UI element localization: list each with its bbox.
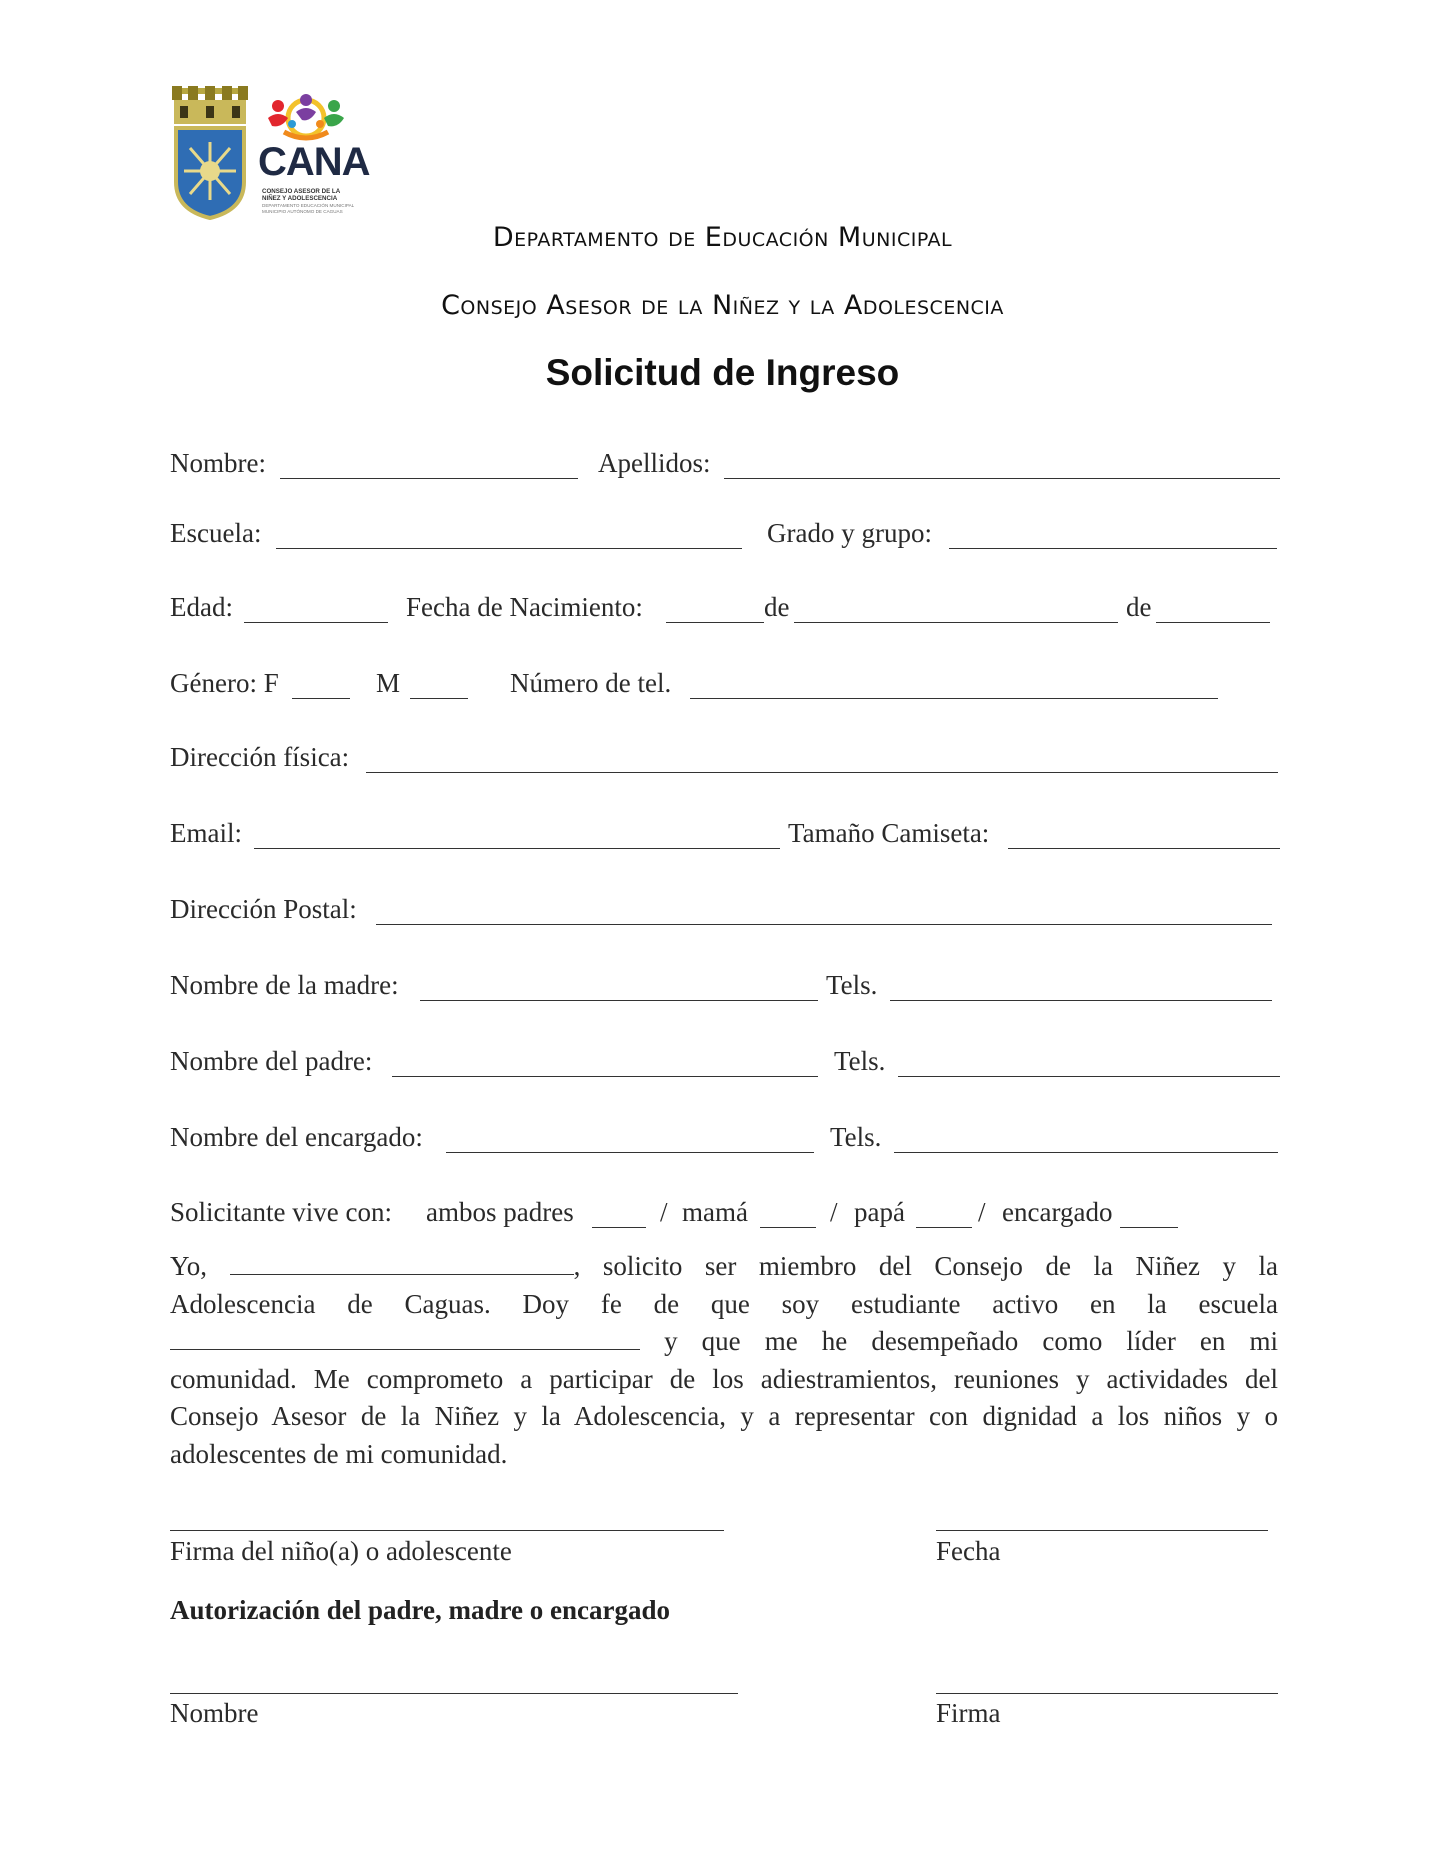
label-de-2: de <box>1126 592 1152 622</box>
separator: / <box>660 1197 668 1227</box>
declaration-line: comunidad. Me comprometo a participar de los adiestramientos, reuniones y actividades del <box>170 1363 1278 1394</box>
row-madre <box>170 970 1280 1010</box>
fecha-line[interactable] <box>936 1530 1268 1531</box>
nombre-field[interactable] <box>280 478 578 479</box>
declarant-name-field[interactable] <box>230 1250 574 1275</box>
encargado-option-field[interactable] <box>1120 1227 1178 1228</box>
label-encargado: Nombre del encargado: <box>170 1122 423 1152</box>
cana-people-icon <box>258 92 354 144</box>
escuela-field[interactable] <box>276 548 742 549</box>
declaration-text: , solicito ser miembro del Consejo de la Niñez y la <box>573 1251 1278 1281</box>
page-title: Solicitud de Ingreso <box>545 352 900 393</box>
ano-field[interactable] <box>1156 622 1270 623</box>
cana-subtitle: CONSEJO ASESOR DE LA NIÑEZ Y ADOLESCENCIA <box>262 188 340 202</box>
encargado-tels-field[interactable] <box>894 1152 1278 1153</box>
label-direccion-fisica: Dirección física: <box>170 742 350 772</box>
label-ambos-padres: ambos padres <box>426 1197 574 1227</box>
padre-tels-field[interactable] <box>898 1076 1280 1077</box>
email-field[interactable] <box>254 848 780 849</box>
firma-autorizacion-line[interactable] <box>936 1693 1278 1694</box>
label-genero-m: M <box>376 668 401 698</box>
declaration-text: Yo, <box>170 1251 208 1281</box>
edad-field[interactable] <box>244 622 388 623</box>
declarant-school-field[interactable] <box>170 1325 640 1350</box>
department-heading: Departamento de Educación Municipal <box>492 222 953 253</box>
grado-field[interactable] <box>949 548 1277 549</box>
label-de-1: de <box>764 592 790 622</box>
separator: / <box>830 1197 838 1227</box>
label-madre: Nombre de la madre: <box>170 970 399 1000</box>
cana-logo <box>258 92 370 214</box>
row-genero <box>170 668 1280 708</box>
madre-field[interactable] <box>420 1000 818 1001</box>
label-padre: Nombre del padre: <box>170 1046 373 1076</box>
declaration-line <box>170 1248 1278 1286</box>
label-nombre-autorizacion: Nombre <box>170 1698 259 1728</box>
declaration-line <box>170 1323 1278 1361</box>
label-camiseta: Tamaño Camiseta: <box>788 818 990 848</box>
label-direccion-postal: Dirección Postal: <box>170 894 357 924</box>
label-encargado-option: encargado <box>1002 1197 1113 1227</box>
row-escuela <box>170 518 1280 558</box>
municipal-crest-icon <box>168 86 252 220</box>
label-nombre: Nombre: <box>170 448 266 478</box>
row-direccion-postal <box>170 894 1280 934</box>
cana-wordmark: CANA <box>258 140 370 184</box>
madre-tels-field[interactable] <box>890 1000 1272 1001</box>
label-genero: Género: F <box>170 668 279 698</box>
row-direccion-fisica <box>170 742 1280 782</box>
row-encargado <box>170 1122 1280 1162</box>
label-mama: mamá <box>682 1197 748 1227</box>
genero-m-field[interactable] <box>410 698 468 699</box>
label-encargado-tels: Tels. <box>830 1122 882 1152</box>
declaration-line: Adolescencia de Caguas. Doy fe de que soy estudiante activo en la escuela <box>170 1288 1278 1319</box>
label-email: Email: <box>170 818 242 848</box>
telefono-field[interactable] <box>690 698 1218 699</box>
nombre-autorizacion-line[interactable] <box>170 1693 738 1694</box>
papa-field[interactable] <box>916 1227 972 1228</box>
apellidos-field[interactable] <box>724 478 1280 479</box>
label-fecha-nacimiento: Fecha de Nacimiento: <box>406 592 643 622</box>
label-papa: papá <box>854 1197 905 1227</box>
label-madre-tels: Tels. <box>826 970 878 1000</box>
padre-field[interactable] <box>392 1076 818 1077</box>
declaration-line: Consejo Asesor de la Niñez y la Adolescencia, y a representar con dignidad a los niños y o <box>170 1401 1278 1431</box>
mes-field[interactable] <box>794 622 1118 623</box>
row-vive-con <box>170 1197 1280 1237</box>
direccion-fisica-field[interactable] <box>366 772 1278 773</box>
label-telefono: Número de tel. <box>510 668 672 698</box>
row-padre <box>170 1046 1280 1086</box>
label-vive-con: Solicitante vive con: <box>170 1197 392 1227</box>
authorization-heading: Autorización del padre, madre o encargado <box>170 1595 670 1625</box>
label-apellidos: Apellidos: <box>598 448 711 478</box>
row-email <box>170 818 1280 858</box>
label-padre-tels: Tels. <box>834 1046 886 1076</box>
genero-f-field[interactable] <box>292 698 350 699</box>
firma-nino-line[interactable] <box>170 1530 724 1531</box>
declaration-line: adolescentes de mi comunidad. <box>170 1438 508 1469</box>
encargado-field[interactable] <box>446 1152 814 1153</box>
label-grado: Grado y grupo: <box>767 518 932 548</box>
ambos-padres-field[interactable] <box>592 1227 646 1228</box>
dia-field[interactable] <box>666 622 764 623</box>
mama-field[interactable] <box>760 1227 816 1228</box>
label-firma-autorizacion: Firma <box>936 1698 1001 1728</box>
declaration-text: y que me he desempeñado como líder en mi <box>664 1326 1278 1356</box>
direccion-postal-field[interactable] <box>376 924 1272 925</box>
council-heading: Consejo Asesor de la Niñez y la Adolescencia <box>441 290 1004 321</box>
row-nombre <box>170 448 1280 488</box>
label-firma-nino: Firma del niño(a) o adolescente <box>170 1536 512 1566</box>
camiseta-field[interactable] <box>1008 848 1280 849</box>
separator: / <box>978 1197 986 1227</box>
row-edad <box>170 592 1280 632</box>
label-escuela: Escuela: <box>170 518 262 548</box>
label-fecha: Fecha <box>936 1536 1001 1566</box>
label-edad: Edad: <box>170 592 233 622</box>
declaration-paragraph <box>170 1248 1278 1473</box>
cana-subtitle-small: DEPARTAMENTO EDUCACIÓN MUNICIPAL MUNICIPIO AUTÓNOMO DE CAGUAS <box>262 203 355 214</box>
